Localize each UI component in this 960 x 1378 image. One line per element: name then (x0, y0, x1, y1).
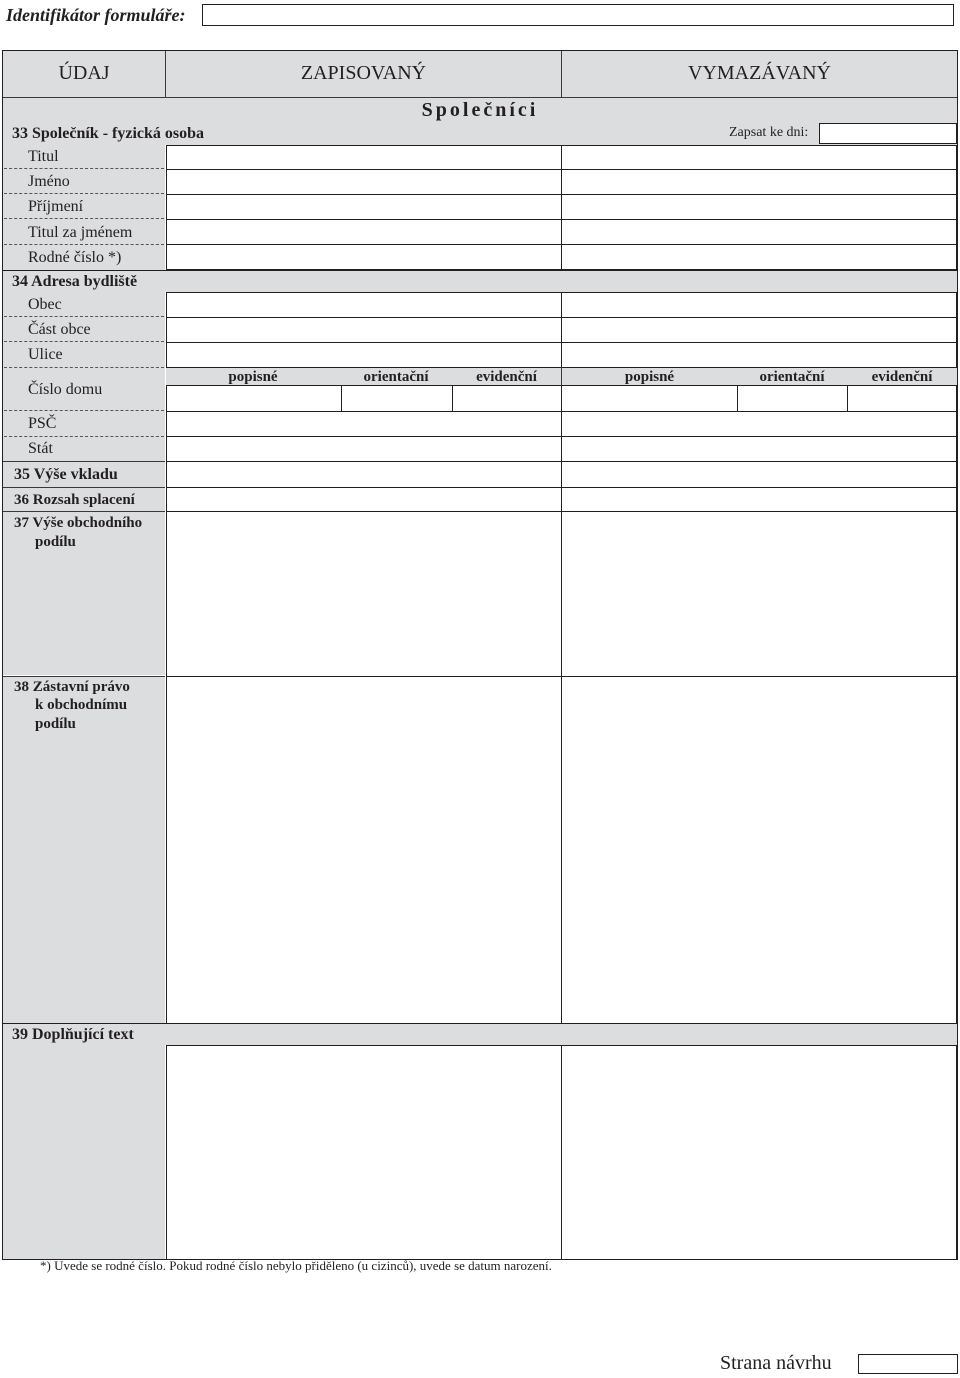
s39-row (3, 1023, 957, 1045)
vym-orientacni-hdr: orientační (759, 369, 825, 385)
s38-line1: 38 Zástavní právo (14, 679, 130, 695)
vym-popisne-hdr: popisné (624, 369, 675, 385)
vym-doplnujici-text[interactable] (561, 1045, 957, 1260)
section-title: Společníci (421, 99, 539, 121)
s37-line1: 37 Výše obchodního (14, 515, 143, 531)
zap-vyse-vkladu[interactable] (166, 461, 562, 488)
s37-line2: podílu (35, 534, 76, 550)
zap-titul-za[interactable] (166, 219, 562, 245)
vym-titul-za[interactable] (561, 219, 957, 245)
vym-vyse-vkladu[interactable] (561, 461, 957, 488)
vym-obchodni-podil[interactable] (561, 511, 957, 677)
vym-orientacni[interactable] (737, 385, 848, 412)
zap-doplnujici-text[interactable] (166, 1045, 562, 1260)
zap-evidencni[interactable] (452, 385, 562, 412)
field-stat-label: Stát (28, 440, 53, 457)
vym-zastavni-pravo[interactable] (561, 676, 957, 1024)
s38-line3: podílu (35, 716, 76, 732)
zap-titul[interactable] (166, 145, 562, 170)
zap-rodne[interactable] (166, 244, 562, 270)
field-ulice-label: Ulice (28, 346, 63, 363)
field-titul-label: Titul (28, 148, 59, 165)
vym-prijmeni[interactable] (561, 194, 957, 220)
vym-stat[interactable] (561, 436, 957, 462)
zapsat-input[interactable] (819, 123, 957, 144)
vym-evidencni[interactable] (847, 385, 957, 412)
header-zapisovany: ZAPISOVANÝ (300, 62, 427, 84)
label-column-38 (3, 677, 165, 1023)
zap-orientacni-hdr: orientační (363, 369, 429, 385)
header-vymazavany: VYMAZÁVANÝ (688, 62, 831, 84)
s38-line2: k obchodnímu (35, 697, 128, 713)
vym-cast-obce[interactable] (561, 317, 957, 343)
label-column-39 (3, 1045, 165, 1259)
zap-obchodni-podil[interactable] (166, 511, 562, 677)
vym-obec[interactable] (561, 292, 957, 318)
s36-title: 36 Rozsah splacení (14, 492, 135, 508)
field-cast-obce-label: Část obce (28, 321, 91, 338)
field-psc-label: PSČ (28, 415, 57, 432)
vym-rozsah-splaceni[interactable] (561, 487, 957, 512)
header-udaj: ÚDAJ (58, 62, 110, 84)
zap-popisne-hdr: popisné (228, 369, 278, 385)
page-number-input[interactable] (858, 1354, 958, 1374)
field-obec-label: Obec (28, 296, 62, 313)
page-label: Strana návrhu (720, 1352, 832, 1374)
zap-rozsah-splaceni[interactable] (166, 487, 562, 512)
zap-evidencni-hdr: evidenční (476, 369, 537, 385)
field-rodne-label: Rodné číslo *) (28, 249, 122, 266)
vym-ulice[interactable] (561, 342, 957, 368)
s34-row (3, 270, 957, 292)
form-id-label: Identifikátor formuláře: (6, 5, 186, 25)
vym-evidencni-hdr: evidenční (871, 369, 933, 385)
footnote: *) Uvede se rodné číslo. Pokud rodné číslo nebylo přiděleno (u cizinců), uvede se datum narození. (40, 1258, 552, 1273)
s39-title: 39 Doplňující text (12, 1026, 134, 1043)
zap-zastavni-pravo[interactable] (166, 676, 562, 1024)
zap-cast-obce[interactable] (166, 317, 562, 343)
zap-obec[interactable] (166, 292, 562, 318)
form-id-input[interactable] (202, 4, 954, 26)
vym-jmeno[interactable] (561, 169, 957, 195)
zap-orientacni[interactable] (341, 385, 453, 412)
zap-prijmeni[interactable] (166, 194, 562, 220)
field-titul-za-label: Titul za jménem (28, 224, 133, 241)
zap-psc[interactable] (166, 411, 562, 437)
s33-title: 33 Společník - fyzická osoba (12, 125, 205, 142)
vym-titul[interactable] (561, 145, 957, 170)
vym-rodne[interactable] (561, 244, 957, 270)
zap-jmeno[interactable] (166, 169, 562, 195)
zap-stat[interactable] (166, 436, 562, 462)
zap-popisne[interactable] (166, 385, 342, 412)
field-cislo-domu-label: Číslo domu (28, 381, 103, 398)
field-prijmeni-label: Příjmení (28, 198, 84, 215)
field-jmeno-label: Jméno (28, 173, 70, 190)
vym-psc[interactable] (561, 411, 957, 437)
vym-popisne[interactable] (561, 385, 738, 412)
zap-ulice[interactable] (166, 342, 562, 368)
s34-title: 34 Adresa bydliště (12, 273, 138, 290)
zapsat-label: Zapsat ke dni: (729, 125, 809, 140)
s35-title: 35 Výše vkladu (14, 466, 118, 483)
